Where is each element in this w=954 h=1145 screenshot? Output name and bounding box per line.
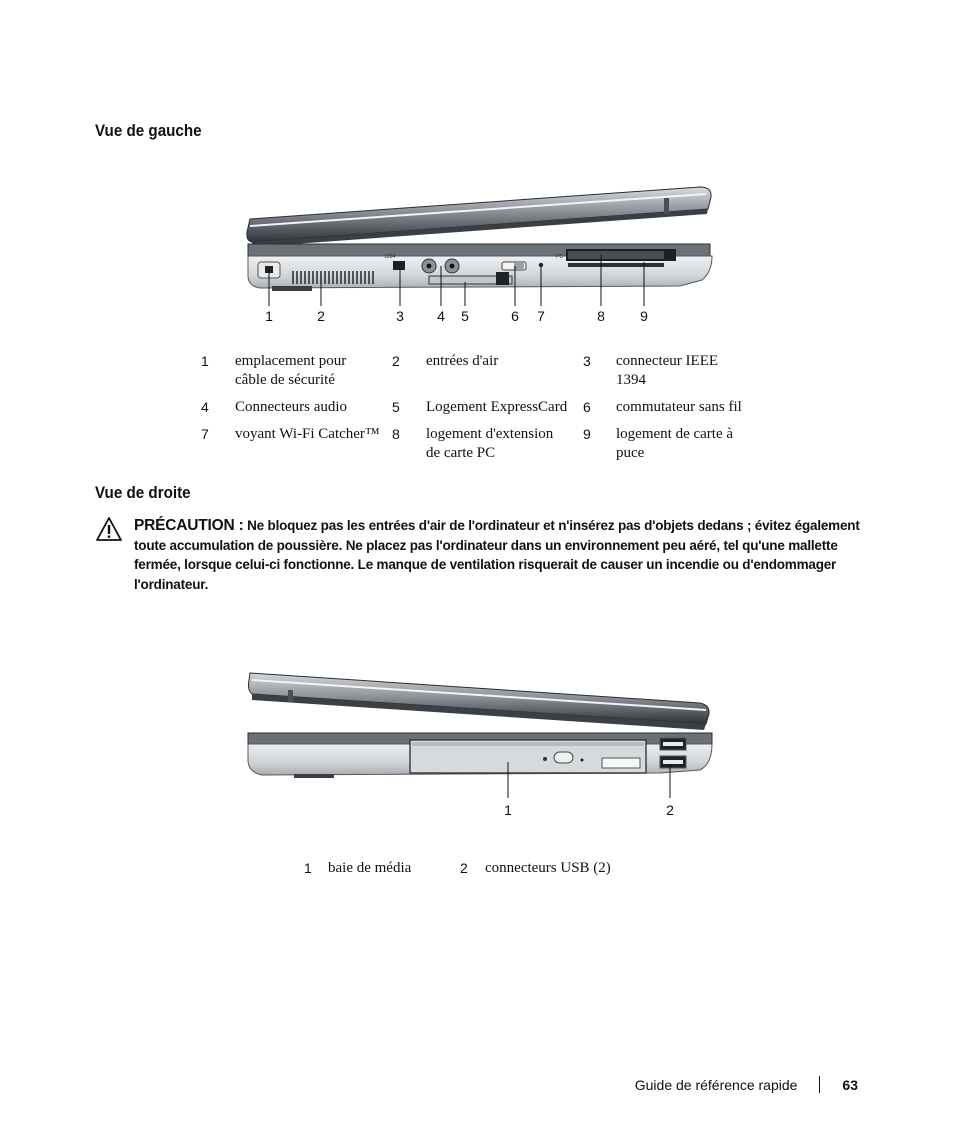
page-number: 63 [842, 1076, 858, 1093]
legend-num: 1 [304, 860, 312, 876]
callout-7: 7 [537, 308, 545, 324]
expresscard-eject [496, 272, 509, 285]
legend-num: 1 [201, 353, 209, 369]
legend-num: 6 [583, 399, 591, 415]
callout-5: 5 [461, 308, 469, 324]
legend-text: voyant Wi-Fi Catcher™ [235, 426, 380, 442]
legend-num: 5 [392, 399, 400, 415]
legend-text: entrées d'air [426, 353, 499, 369]
footer-divider [819, 1076, 820, 1093]
legend-num: 2 [392, 353, 400, 369]
callout-2: 2 [666, 802, 674, 818]
legend-num: 4 [201, 399, 209, 415]
eject-button [554, 752, 573, 763]
legend-text: emplacement pour câble de sécurité [235, 353, 347, 388]
callout-1: 1 [504, 802, 512, 818]
callout-1: 1 [265, 308, 273, 324]
callout-3: 3 [396, 308, 404, 324]
legend-text: connecteur IEEE 1394 [616, 353, 719, 388]
section-heading-left-view: Vue de gauche [95, 122, 202, 140]
legend-num: 8 [392, 426, 400, 442]
callout-8: 8 [597, 308, 605, 324]
legend-text: logement de carte à puce [616, 426, 734, 461]
legend-num: 2 [460, 860, 468, 876]
legend-text: logement d'extension de carte PC [426, 426, 554, 461]
right-view-illustration [0, 665, 954, 825]
legend-text: Logement ExpressCard [426, 399, 568, 415]
callout-4: 4 [437, 308, 445, 324]
callout-9: 9 [640, 308, 648, 324]
caution-label: PRÉCAUTION : [134, 517, 244, 534]
caution-body: Ne bloquez pas les entrées d'air de l'ordinateur et n'insérez pas d'objets dedans ; évitez également toute accumulation de poussière. Ne placez pas l'ordinateur dans un environnement peu aéré, tel qu'une mallette fermée, lorsque celui-ci fonctionne. Le manque de ventilation risquerait de causer un incendie ou d'endommager l'ordinateur. [134, 518, 860, 592]
caution-text-block [134, 516, 869, 594]
warning-triangle-icon [95, 516, 123, 542]
media-bay-led [543, 757, 547, 761]
legend-num: 7 [201, 426, 209, 442]
smart-card-slot [568, 263, 664, 267]
legend-num: 9 [583, 426, 591, 442]
ieee-1394-port [393, 261, 405, 270]
legend-text: baie de média [328, 860, 412, 876]
page-footer [635, 1076, 858, 1093]
ieee-port-label: 1394 [384, 254, 396, 260]
pc-card-label: PC [556, 254, 563, 260]
legend-text: connecteurs USB (2) [485, 860, 611, 876]
legend-text: commutateur sans fil [616, 399, 742, 415]
section-heading-right-view: Vue de droite [95, 484, 191, 502]
callout-6: 6 [511, 308, 519, 324]
air-vents [293, 271, 373, 284]
legend-text: Connecteurs audio [235, 399, 348, 415]
legend-num: 3 [583, 353, 591, 369]
hinge [664, 198, 669, 214]
callout-2: 2 [317, 308, 325, 324]
left-view-illustration [0, 180, 954, 330]
guide-title: Guide de référence rapide [634, 1076, 798, 1093]
